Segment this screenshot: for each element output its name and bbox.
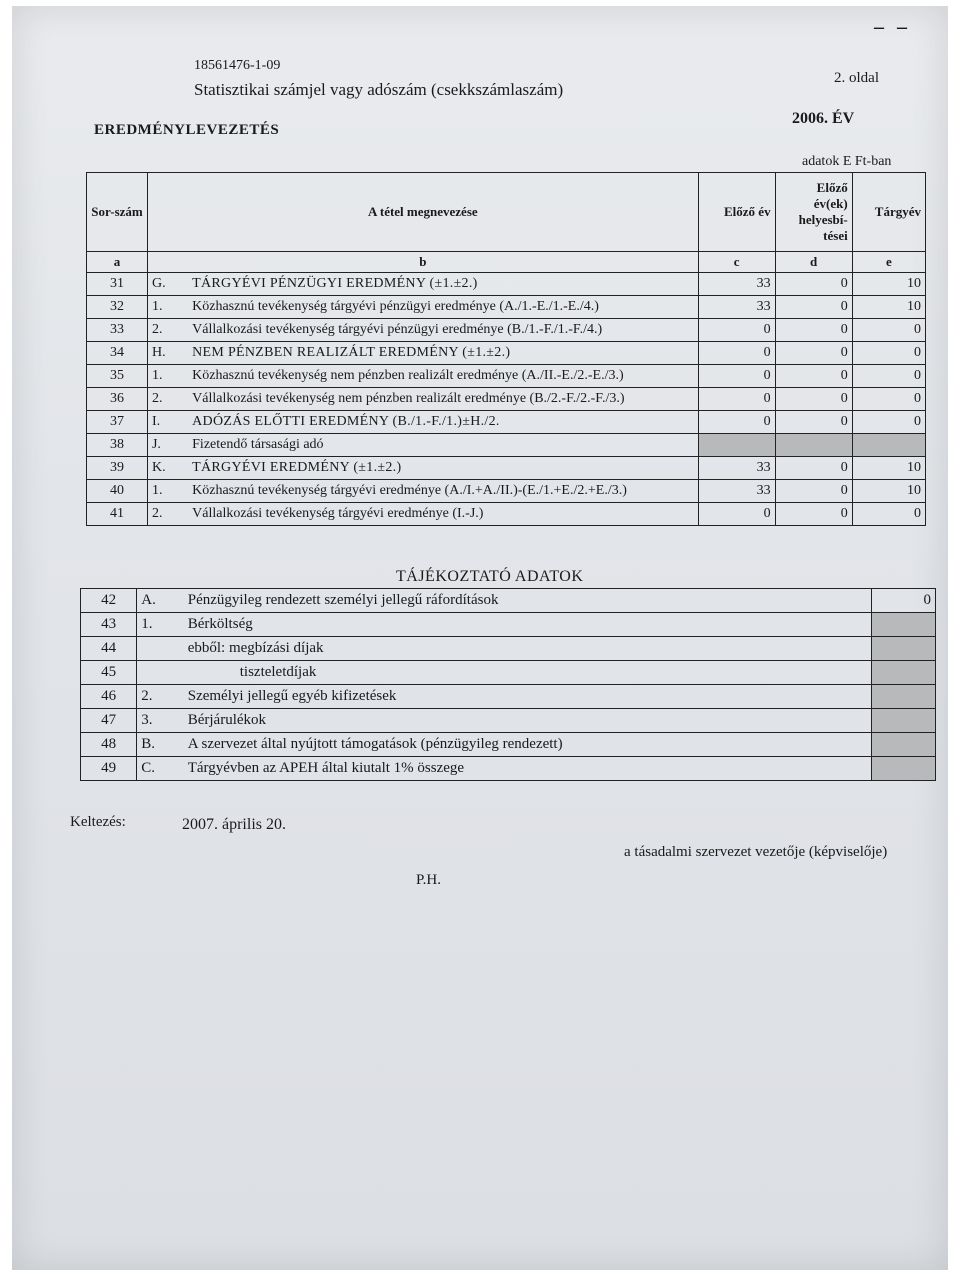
row-adjustment-value: 0: [775, 503, 852, 526]
row-adjustment-value: 0: [775, 319, 852, 342]
row-number: 39: [87, 457, 148, 480]
info-table: [80, 588, 936, 781]
row-current-year-value: 10: [852, 296, 925, 319]
row-number: 37: [87, 411, 148, 434]
row-previous-year-value: 33: [698, 273, 775, 296]
row-item-name: Közhasznú tevékenység nem pénzben realizált eredménye (A./II.-E./2.-E./3.): [188, 365, 698, 388]
row-current-year-value: 10: [852, 273, 925, 296]
row-adjustment-value: 0: [775, 411, 852, 434]
row-value: [871, 733, 935, 757]
row-previous-year-value: 0: [698, 365, 775, 388]
row-number: 35: [87, 365, 148, 388]
row-item-name: Személyi jellegű egyéb kifizetések: [184, 685, 872, 709]
row-value: [871, 637, 935, 661]
row-item-name: ebből: megbízási díjak: [184, 637, 872, 661]
header-row-number: Sor-szám: [87, 173, 148, 252]
info-section-title: TÁJÉKOZTATÓ ADATOK: [396, 568, 584, 585]
table-row: [87, 365, 926, 388]
report-year: 2006. ÉV: [792, 110, 855, 127]
row-item-name: Fizetendő társasági adó: [188, 434, 698, 457]
row-number: 45: [81, 661, 137, 685]
row-item-name: Vállalkozási tevékenység tárgyévi pénzügyi eredménye (B./1.-F./1.-F./4.): [188, 319, 698, 342]
page-number: 2. oldal: [834, 70, 879, 86]
row-item-name: Bérjárulékok: [184, 709, 872, 733]
row-current-year-value: 0: [852, 365, 925, 388]
row-number: 33: [87, 319, 148, 342]
column-letter-row: [87, 252, 926, 273]
row-code: 1.: [147, 365, 188, 388]
row-previous-year-value: 0: [698, 503, 775, 526]
row-previous-year-value: [698, 434, 775, 457]
table-row: [81, 685, 936, 709]
row-adjustment-value: [775, 434, 852, 457]
row-number: 36: [87, 388, 148, 411]
row-number: 44: [81, 637, 137, 661]
row-code: 1.: [147, 296, 188, 319]
row-value: [871, 757, 935, 781]
column-letter: d: [775, 252, 852, 273]
header-current-year: Tárgyév: [852, 173, 925, 252]
row-previous-year-value: 33: [698, 480, 775, 503]
table-row: [87, 503, 926, 526]
table-row: [81, 589, 936, 613]
row-current-year-value: 0: [852, 411, 925, 434]
row-item-name: A szervezet által nyújtott támogatások (pénzügyileg rendezett): [184, 733, 872, 757]
row-item-name: ADÓZÁS ELŐTTI EREDMÉNY (B./1.-F./1.)±H./2.: [188, 411, 698, 434]
column-letter: e: [852, 252, 925, 273]
row-item-name: tiszteletdíjak: [184, 661, 872, 685]
tax-id-description: Statisztikai számjel vagy adószám (csekkszámlaszám): [194, 80, 564, 99]
row-item-name: Közhasznú tevékenység tárgyévi eredménye (A./I.+A./II.)-(E./1.+E./2.+E./3.): [188, 480, 698, 503]
row-adjustment-value: 0: [775, 273, 852, 296]
row-current-year-value: 0: [852, 319, 925, 342]
table-row: [87, 411, 926, 434]
row-code: 2.: [147, 388, 188, 411]
tax-id-number: 18561476-1-09: [194, 58, 281, 73]
table-row: [87, 319, 926, 342]
row-code: [137, 637, 184, 661]
row-code: A.: [137, 589, 184, 613]
table-row: [81, 733, 936, 757]
row-item-name: TÁRGYÉVI PÉNZÜGYI EREDMÉNY (±1.±2.): [188, 273, 698, 296]
row-adjustment-value: 0: [775, 480, 852, 503]
row-value: [871, 685, 935, 709]
header-adjustments: Előző év(ek) helyesbí-tései: [775, 173, 852, 252]
table-row: [87, 342, 926, 365]
row-previous-year-value: 0: [698, 319, 775, 342]
unit-note: adatok E Ft-ban: [802, 154, 892, 169]
row-value: 0: [871, 589, 935, 613]
row-number: 40: [87, 480, 148, 503]
row-previous-year-value: 0: [698, 388, 775, 411]
row-code: [137, 661, 184, 685]
row-previous-year-value: 0: [698, 342, 775, 365]
row-adjustment-value: 0: [775, 388, 852, 411]
table-row: [87, 480, 926, 503]
row-item-name: Közhasznú tevékenység tárgyévi pénzügyi eredménye (A./1.-E./1.-E./4.): [188, 296, 698, 319]
row-code: G.: [147, 273, 188, 296]
row-number: 32: [87, 296, 148, 319]
row-code: 1.: [137, 613, 184, 637]
table-row: [81, 637, 936, 661]
signer-caption: a tásadalmi szervezet vezetője (képviselője): [624, 844, 888, 860]
table-row: [81, 757, 936, 781]
row-number: 47: [81, 709, 137, 733]
row-code: K.: [147, 457, 188, 480]
column-letter: a: [87, 252, 148, 273]
row-number: 31: [87, 273, 148, 296]
row-number: 38: [87, 434, 148, 457]
column-letter: b: [147, 252, 698, 273]
row-value: [871, 709, 935, 733]
table-row: [81, 661, 936, 685]
column-letter: c: [698, 252, 775, 273]
row-number: 43: [81, 613, 137, 637]
row-code: 2.: [137, 685, 184, 709]
row-current-year-value: [852, 434, 925, 457]
table-header-row: [87, 173, 926, 252]
row-number: 48: [81, 733, 137, 757]
row-code: I.: [147, 411, 188, 434]
row-previous-year-value: 33: [698, 457, 775, 480]
row-code: 2.: [147, 319, 188, 342]
row-number: 46: [81, 685, 137, 709]
table-row: [81, 709, 936, 733]
date-label: Keltezés:: [70, 814, 126, 830]
header-previous-year: Előző év: [698, 173, 775, 252]
row-adjustment-value: 0: [775, 296, 852, 319]
row-number: 34: [87, 342, 148, 365]
row-adjustment-value: 0: [775, 457, 852, 480]
row-code: 3.: [137, 709, 184, 733]
stamp-label: P.H.: [416, 872, 442, 888]
row-number: 41: [87, 503, 148, 526]
row-number: 42: [81, 589, 137, 613]
row-value: [871, 661, 935, 685]
row-current-year-value: 10: [852, 480, 925, 503]
row-item-name: Vállalkozási tevékenység tárgyévi eredménye (I.-J.): [188, 503, 698, 526]
row-code: H.: [147, 342, 188, 365]
row-code: C.: [137, 757, 184, 781]
row-code: 1.: [147, 480, 188, 503]
row-item-name: Tárgyévben az APEH által kiutalt 1% összege: [184, 757, 872, 781]
row-value: [871, 613, 935, 637]
row-code: B.: [137, 733, 184, 757]
row-previous-year-value: 0: [698, 411, 775, 434]
table-row: [87, 296, 926, 319]
table-row: [87, 434, 926, 457]
row-code: 2.: [147, 503, 188, 526]
row-current-year-value: 0: [852, 503, 925, 526]
income-statement-table: [86, 172, 926, 526]
row-current-year-value: 10: [852, 457, 925, 480]
row-code: J.: [147, 434, 188, 457]
table-row: [81, 613, 936, 637]
row-adjustment-value: 0: [775, 365, 852, 388]
row-item-name: TÁRGYÉVI EREDMÉNY (±1.±2.): [188, 457, 698, 480]
table-row: [87, 273, 926, 296]
row-current-year-value: 0: [852, 342, 925, 365]
date-value: 2007. április 20.: [182, 816, 286, 833]
header-item-name: A tétel megnevezése: [147, 173, 698, 252]
table-row: [87, 388, 926, 411]
row-number: 49: [81, 757, 137, 781]
row-item-name: Bérköltség: [184, 613, 872, 637]
row-item-name: Vállalkozási tevékenység nem pénzben realizált eredménye (B./2.-F./2.-F./3.): [188, 388, 698, 411]
row-previous-year-value: 33: [698, 296, 775, 319]
pen-marks: – –: [874, 16, 911, 38]
document-page: [12, 6, 948, 1270]
row-adjustment-value: 0: [775, 342, 852, 365]
row-item-name: NEM PÉNZBEN REALIZÁLT EREDMÉNY (±1.±2.): [188, 342, 698, 365]
row-item-name: Pénzügyileg rendezett személyi jellegű ráfordítások: [184, 589, 872, 613]
table-row: [87, 457, 926, 480]
row-current-year-value: 0: [852, 388, 925, 411]
document-title: EREDMÉNYLEVEZETÉS: [94, 122, 280, 138]
